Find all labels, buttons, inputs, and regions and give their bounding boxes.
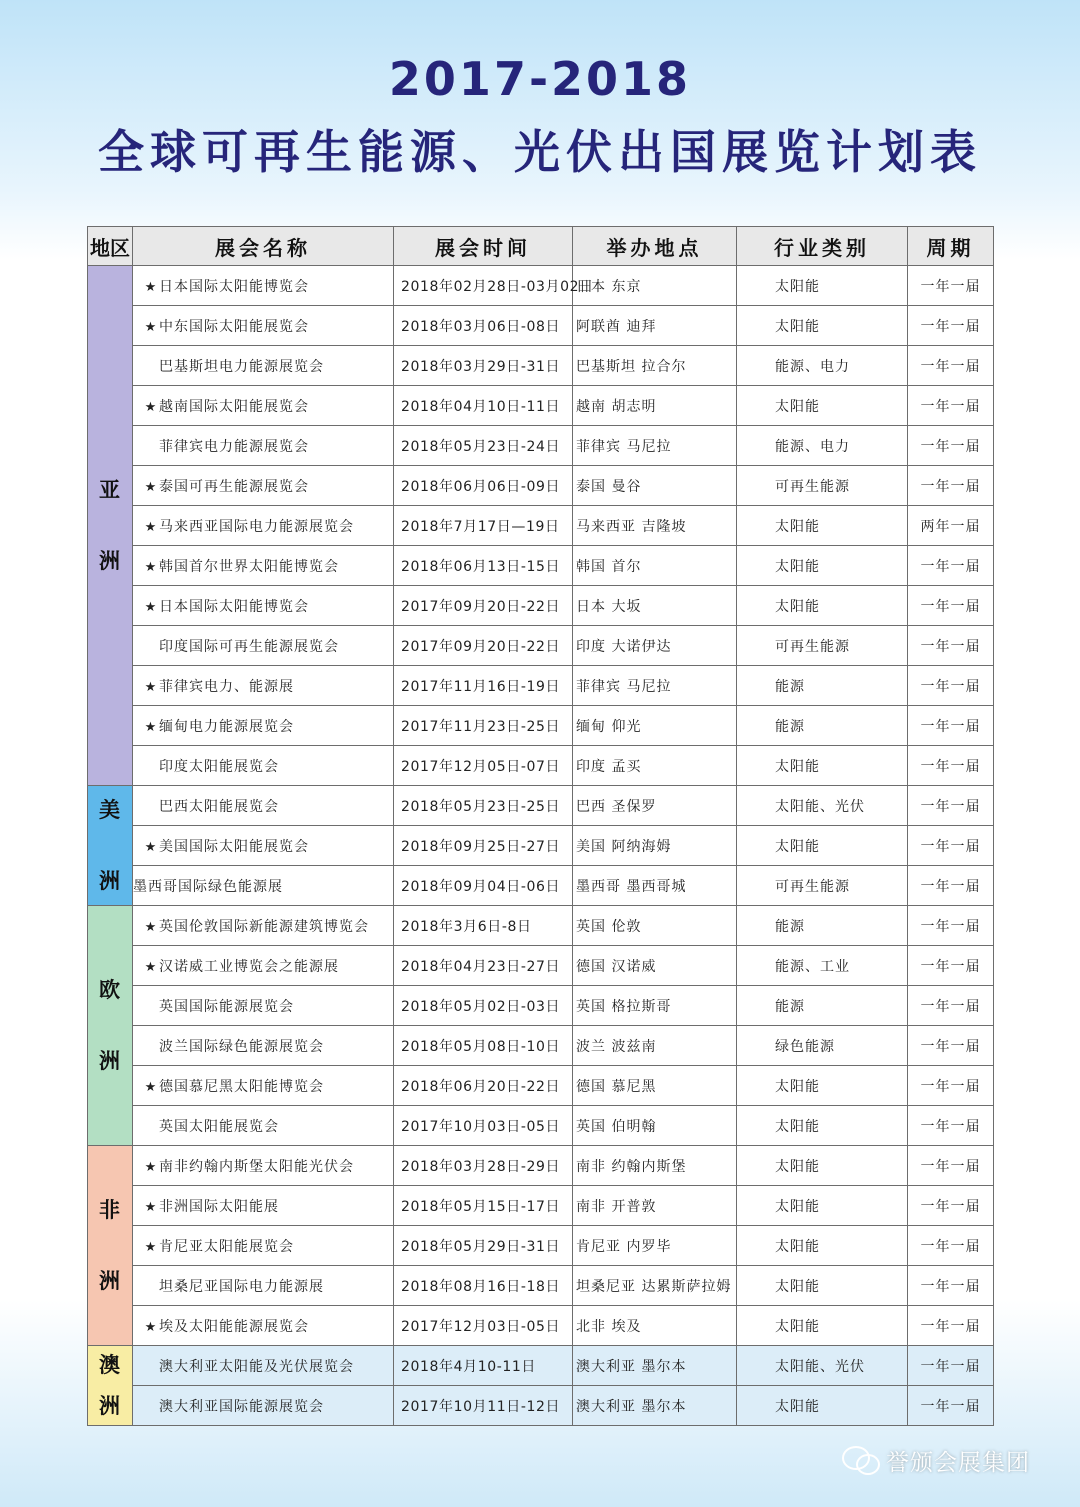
exhibition-name-cell — [133, 386, 394, 426]
exhibition-name-cell — [133, 1266, 394, 1306]
table-row — [88, 826, 994, 866]
exhibition-name-cell — [133, 346, 394, 386]
exhibition-time: 2018年08月16日-18日 — [394, 1266, 573, 1306]
exhibition-name-cell — [133, 506, 394, 546]
exhibition-place: 南非 约翰内斯堡 — [573, 1146, 737, 1186]
region-label-top: 非 — [99, 1198, 121, 1223]
exhibition-category: 太阳能、光伏 — [737, 1346, 908, 1386]
exhibition-category: 太阳能 — [737, 1146, 908, 1186]
exhibition-place: 墨西哥 墨西哥城 — [573, 866, 737, 906]
exhibition-time: 2017年11月23日-25日 — [394, 706, 573, 746]
exhibition-cycle: 一年一届 — [908, 826, 994, 866]
exhibition-cycle: 一年一届 — [908, 1386, 994, 1426]
exhibition-place: 印度 孟买 — [573, 746, 737, 786]
exhibition-time: 2018年06月20日-22日 — [394, 1066, 573, 1106]
region-cell — [88, 906, 133, 1146]
region-label-top: 亚 — [99, 478, 121, 503]
exhibition-place: 南非 开普敦 — [573, 1186, 737, 1226]
exhibition-place: 波兰 波兹南 — [573, 1026, 737, 1066]
header-category: 行业类别 — [737, 227, 908, 266]
table-row — [88, 746, 994, 786]
exhibition-name-cell — [133, 1386, 394, 1426]
exhibition-name: 马来西亚国际电力能源展览会 — [159, 518, 354, 535]
exhibition-cycle: 一年一届 — [908, 946, 994, 986]
table-row — [88, 386, 994, 426]
exhibition-place: 泰国 曼谷 — [573, 466, 737, 506]
exhibition-cycle: 一年一届 — [908, 1106, 994, 1146]
exhibition-category: 可再生能源 — [737, 866, 908, 906]
exhibition-place: 阿联酋 迪拜 — [573, 306, 737, 346]
table-row — [88, 626, 994, 666]
table-row — [88, 666, 994, 706]
table-row — [88, 506, 994, 546]
exhibition-category: 太阳能 — [737, 1066, 908, 1106]
exhibition-category: 太阳能 — [737, 1306, 908, 1346]
region-label-bottom: 洲 — [99, 548, 121, 573]
star-icon: ★ — [144, 839, 158, 855]
watermark — [840, 1440, 1030, 1480]
exhibition-cycle: 一年一届 — [908, 1146, 994, 1186]
table-row — [88, 1306, 994, 1346]
exhibition-category: 太阳能 — [737, 546, 908, 586]
table-row — [88, 706, 994, 746]
exhibition-name-cell — [133, 626, 394, 666]
exhibition-cycle: 一年一届 — [908, 1346, 994, 1386]
exhibition-name-cell — [133, 1346, 394, 1386]
exhibition-name: 菲律宾电力、能源展 — [159, 678, 294, 695]
star-icon: ★ — [144, 919, 158, 935]
star-icon: ★ — [144, 519, 158, 535]
header-time: 展会时间 — [394, 227, 573, 266]
exhibition-place: 德国 汉诺威 — [573, 946, 737, 986]
exhibition-name-cell — [133, 586, 394, 626]
header-name: 展会名称 — [133, 227, 394, 266]
exhibition-time: 2017年12月05日-07日 — [394, 746, 573, 786]
exhibition-place: 美国 阿纳海姆 — [573, 826, 737, 866]
star-icon: ★ — [144, 279, 158, 295]
exhibition-cycle: 一年一届 — [908, 1186, 994, 1226]
exhibition-name-cell — [133, 1306, 394, 1346]
exhibition-place: 日本 东京 — [573, 266, 737, 306]
exhibition-time: 2018年05月23日-24日 — [394, 426, 573, 466]
exhibition-name: 缅甸电力能源展览会 — [159, 718, 294, 735]
exhibition-name: 非洲国际太阳能展 — [159, 1198, 279, 1215]
exhibition-place: 巴基斯坦 拉合尔 — [573, 346, 737, 386]
exhibition-name: 波兰国际绿色能源展览会 — [159, 1038, 324, 1055]
exhibition-cycle: 一年一届 — [908, 1026, 994, 1066]
table-row — [88, 1026, 994, 1066]
exhibition-name-cell — [133, 666, 394, 706]
star-icon: ★ — [144, 1319, 158, 1335]
exhibition-name: 英国国际能源展览会 — [159, 998, 294, 1015]
star-icon: ★ — [144, 559, 158, 575]
exhibition-name-cell — [133, 826, 394, 866]
exhibition-place: 英国 伦敦 — [573, 906, 737, 946]
exhibition-time: 2018年05月08日-10日 — [394, 1026, 573, 1066]
exhibition-place: 坦桑尼亚 达累斯萨拉姆 — [573, 1266, 737, 1306]
exhibition-name: 南非约翰内斯堡太阳能光伏会 — [159, 1158, 354, 1175]
exhibition-category: 太阳能 — [737, 386, 908, 426]
exhibition-name: 英国伦敦国际新能源建筑博览会 — [159, 918, 369, 935]
exhibition-place: 澳大利亚 墨尔本 — [573, 1346, 737, 1386]
exhibition-name: 巴基斯坦电力能源展览会 — [159, 358, 324, 375]
exhibition-name: 越南国际太阳能展览会 — [159, 398, 309, 415]
exhibition-cycle: 一年一届 — [908, 306, 994, 346]
header-region: 地区 — [88, 227, 133, 266]
table-row — [88, 1066, 994, 1106]
exhibition-cycle: 一年一届 — [908, 426, 994, 466]
exhibition-name: 汉诺威工业博览会之能源展 — [159, 958, 339, 975]
star-icon: ★ — [144, 1159, 158, 1175]
table-body — [88, 266, 994, 1426]
exhibition-time: 2017年09月20日-22日 — [394, 626, 573, 666]
table-row — [88, 786, 994, 826]
exhibition-place: 肯尼亚 内罗毕 — [573, 1226, 737, 1266]
exhibition-place: 澳大利亚 墨尔本 — [573, 1386, 737, 1426]
exhibition-cycle: 一年一届 — [908, 346, 994, 386]
exhibition-category: 太阳能 — [737, 306, 908, 346]
table-row — [88, 946, 994, 986]
table-header-row — [88, 227, 994, 266]
exhibition-place: 德国 慕尼黑 — [573, 1066, 737, 1106]
exhibition-cycle: 一年一届 — [908, 266, 994, 306]
exhibition-time: 2018年05月23日-25日 — [394, 786, 573, 826]
exhibition-category: 能源、电力 — [737, 426, 908, 466]
exhibition-cycle: 一年一届 — [908, 626, 994, 666]
exhibition-cycle: 一年一届 — [908, 1266, 994, 1306]
exhibition-category: 太阳能 — [737, 1106, 908, 1146]
exhibition-cycle: 一年一届 — [908, 466, 994, 506]
exhibition-cycle: 一年一届 — [908, 866, 994, 906]
exhibition-category: 能源、工业 — [737, 946, 908, 986]
exhibition-place: 日本 大坂 — [573, 586, 737, 626]
exhibition-category: 太阳能 — [737, 1386, 908, 1426]
exhibition-cycle: 一年一届 — [908, 386, 994, 426]
exhibition-place: 英国 伯明翰 — [573, 1106, 737, 1146]
exhibition-name-cell — [133, 986, 394, 1026]
exhibition-name: 德国慕尼黑太阳能博览会 — [159, 1078, 324, 1095]
exhibition-place: 缅甸 仰光 — [573, 706, 737, 746]
exhibition-cycle: 一年一届 — [908, 546, 994, 586]
table-row — [88, 1386, 994, 1426]
page-title: 全球可再生能源、光伏出国展览计划表 — [98, 125, 982, 179]
star-icon: ★ — [144, 599, 158, 615]
star-icon: ★ — [144, 399, 158, 415]
exhibition-time: 2017年12月03日-05日 — [394, 1306, 573, 1346]
exhibition-name: 肯尼亚太阳能展览会 — [159, 1238, 294, 1255]
exhibition-time: 2018年3月6日-8日 — [394, 906, 573, 946]
table-row — [88, 266, 994, 306]
table-row — [88, 1226, 994, 1266]
table-row — [88, 466, 994, 506]
exhibition-time: 2017年11月16日-19日 — [394, 666, 573, 706]
table-row — [88, 546, 994, 586]
exhibition-name: 墨西哥国际绿色能源展 — [133, 878, 283, 895]
exhibition-time: 2018年09月04日-06日 — [394, 866, 573, 906]
exhibition-name-cell — [133, 1026, 394, 1066]
exhibition-time: 2018年05月29日-31日 — [394, 1226, 573, 1266]
exhibition-name: 英国太阳能展览会 — [159, 1118, 279, 1135]
star-icon: ★ — [144, 479, 158, 495]
wechat-icon — [840, 1444, 880, 1476]
exhibition-table — [87, 226, 994, 1426]
exhibition-category: 太阳能 — [737, 826, 908, 866]
exhibition-time: 2018年04月10日-11日 — [394, 386, 573, 426]
exhibition-time: 2018年03月28日-29日 — [394, 1146, 573, 1186]
table-row — [88, 306, 994, 346]
exhibition-place: 马来西亚 吉隆坡 — [573, 506, 737, 546]
exhibition-category: 能源、电力 — [737, 346, 908, 386]
exhibition-name: 埃及太阳能能源展览会 — [159, 1318, 309, 1335]
exhibition-time: 2017年09月20日-22日 — [394, 586, 573, 626]
region-cell — [88, 786, 133, 906]
exhibition-category: 可再生能源 — [737, 466, 908, 506]
exhibition-category: 能源 — [737, 706, 908, 746]
exhibition-time: 2018年02月28日-03月02日 — [394, 266, 573, 306]
exhibition-name: 澳大利亚太阳能及光伏展览会 — [159, 1358, 354, 1375]
exhibition-name-cell — [133, 866, 394, 906]
exhibition-name-cell — [133, 426, 394, 466]
exhibition-cycle: 两年一届 — [908, 506, 994, 546]
exhibition-cycle: 一年一届 — [908, 786, 994, 826]
exhibition-time: 2018年05月02日-03日 — [394, 986, 573, 1026]
exhibition-category: 可再生能源 — [737, 626, 908, 666]
region-label-bottom: 洲 — [99, 1268, 121, 1293]
table-row — [88, 986, 994, 1026]
exhibition-cycle: 一年一届 — [908, 1306, 994, 1346]
exhibition-place: 菲律宾 马尼拉 — [573, 426, 737, 466]
exhibition-cycle: 一年一届 — [908, 986, 994, 1026]
region-label-top: 欧 — [99, 978, 121, 1003]
header-place: 举办地点 — [573, 227, 737, 266]
exhibition-name-cell — [133, 1226, 394, 1266]
table-row — [88, 1346, 994, 1386]
exhibition-cycle: 一年一届 — [908, 706, 994, 746]
exhibition-category: 太阳能 — [737, 506, 908, 546]
exhibition-category: 能源 — [737, 906, 908, 946]
watermark-text: 誉颁会展集团 — [886, 1449, 1030, 1476]
exhibition-time: 2017年10月11日-12日 — [394, 1386, 573, 1426]
table-row — [88, 906, 994, 946]
region-label-top: 澳 — [99, 1353, 121, 1378]
exhibition-place: 菲律宾 马尼拉 — [573, 666, 737, 706]
exhibition-cycle: 一年一届 — [908, 906, 994, 946]
exhibition-cycle: 一年一届 — [908, 746, 994, 786]
exhibition-name-cell — [133, 466, 394, 506]
exhibition-name-cell — [133, 786, 394, 826]
exhibition-name: 泰国可再生能源展览会 — [159, 478, 309, 495]
region-label-top: 美 — [99, 798, 121, 823]
exhibition-name-cell — [133, 746, 394, 786]
exhibition-name-cell — [133, 906, 394, 946]
exhibition-category: 太阳能 — [737, 266, 908, 306]
exhibition-time: 2018年06月13日-15日 — [394, 546, 573, 586]
table-row — [88, 1186, 994, 1226]
exhibition-name-cell — [133, 1146, 394, 1186]
exhibition-name: 菲律宾电力能源展览会 — [159, 438, 309, 455]
table-row — [88, 1266, 994, 1306]
exhibition-category: 能源 — [737, 986, 908, 1026]
exhibition-name: 美国国际太阳能展览会 — [159, 838, 309, 855]
exhibition-category: 太阳能 — [737, 1186, 908, 1226]
exhibition-category: 绿色能源 — [737, 1026, 908, 1066]
title-years: 2017-2018 — [388, 52, 692, 106]
region-label-bottom: 洲 — [99, 868, 121, 893]
exhibition-name-cell — [133, 946, 394, 986]
exhibition-category: 太阳能、光伏 — [737, 786, 908, 826]
exhibition-time: 2017年10月03日-05日 — [394, 1106, 573, 1146]
table-row — [88, 866, 994, 906]
exhibition-time: 2018年4月10-11日 — [394, 1346, 573, 1386]
star-icon: ★ — [144, 319, 158, 335]
exhibition-place: 巴西 圣保罗 — [573, 786, 737, 826]
star-icon: ★ — [144, 719, 158, 735]
exhibition-cycle: 一年一届 — [908, 1226, 994, 1266]
exhibition-time: 2018年06月06日-09日 — [394, 466, 573, 506]
exhibition-name: 韩国首尔世界太阳能博览会 — [159, 558, 339, 575]
table-row — [88, 1146, 994, 1186]
region-cell — [88, 1146, 133, 1346]
table-row — [88, 426, 994, 466]
exhibition-time: 2018年09月25日-27日 — [394, 826, 573, 866]
exhibition-place: 英国 格拉斯哥 — [573, 986, 737, 1026]
exhibition-name-cell — [133, 1106, 394, 1146]
exhibition-time: 2018年03月29日-31日 — [394, 346, 573, 386]
exhibition-name-cell — [133, 266, 394, 306]
exhibition-place: 印度 大诺伊达 — [573, 626, 737, 666]
exhibition-category: 太阳能 — [737, 1226, 908, 1266]
exhibition-name: 澳大利亚国际能源展览会 — [159, 1398, 324, 1415]
exhibition-place: 北非 埃及 — [573, 1306, 737, 1346]
exhibition-name: 日本国际太阳能博览会 — [159, 598, 309, 615]
exhibition-time: 2018年04月23日-27日 — [394, 946, 573, 986]
region-label-bottom: 洲 — [99, 1048, 121, 1073]
exhibition-cycle: 一年一届 — [908, 666, 994, 706]
exhibition-name-cell — [133, 706, 394, 746]
exhibition-cycle: 一年一届 — [908, 586, 994, 626]
star-icon: ★ — [144, 1199, 158, 1215]
exhibition-name-cell — [133, 1186, 394, 1226]
exhibition-name-cell — [133, 546, 394, 586]
exhibition-cycle: 一年一届 — [908, 1066, 994, 1106]
star-icon: ★ — [144, 1239, 158, 1255]
exhibition-category: 太阳能 — [737, 1266, 908, 1306]
exhibition-time: 2018年03月06日-08日 — [394, 306, 573, 346]
exhibition-name: 印度国际可再生能源展览会 — [159, 638, 339, 655]
table-row — [88, 586, 994, 626]
exhibition-name: 日本国际太阳能博览会 — [159, 278, 309, 295]
exhibition-name-cell — [133, 1066, 394, 1106]
header-cycle: 周期 — [908, 227, 994, 266]
region-cell — [88, 1346, 133, 1426]
star-icon: ★ — [144, 1079, 158, 1095]
exhibition-name-cell — [133, 306, 394, 346]
star-icon: ★ — [144, 679, 158, 695]
exhibition-time: 2018年05月15日-17日 — [394, 1186, 573, 1226]
region-cell — [88, 266, 133, 786]
exhibition-time: 2018年7月17日—19日 — [394, 506, 573, 546]
region-label-bottom: 洲 — [99, 1393, 121, 1418]
exhibition-place: 韩国 首尔 — [573, 546, 737, 586]
table-row — [88, 346, 994, 386]
exhibition-name: 巴西太阳能展览会 — [159, 798, 279, 815]
exhibition-category: 能源 — [737, 666, 908, 706]
exhibition-category: 太阳能 — [737, 586, 908, 626]
exhibition-place: 越南 胡志明 — [573, 386, 737, 426]
table-row — [88, 1106, 994, 1146]
exhibition-name: 中东国际太阳能展览会 — [159, 318, 309, 335]
exhibition-name: 坦桑尼亚国际电力能源展 — [159, 1278, 324, 1295]
star-icon: ★ — [144, 959, 158, 975]
exhibition-category: 太阳能 — [737, 746, 908, 786]
exhibition-name: 印度太阳能展览会 — [159, 758, 279, 775]
